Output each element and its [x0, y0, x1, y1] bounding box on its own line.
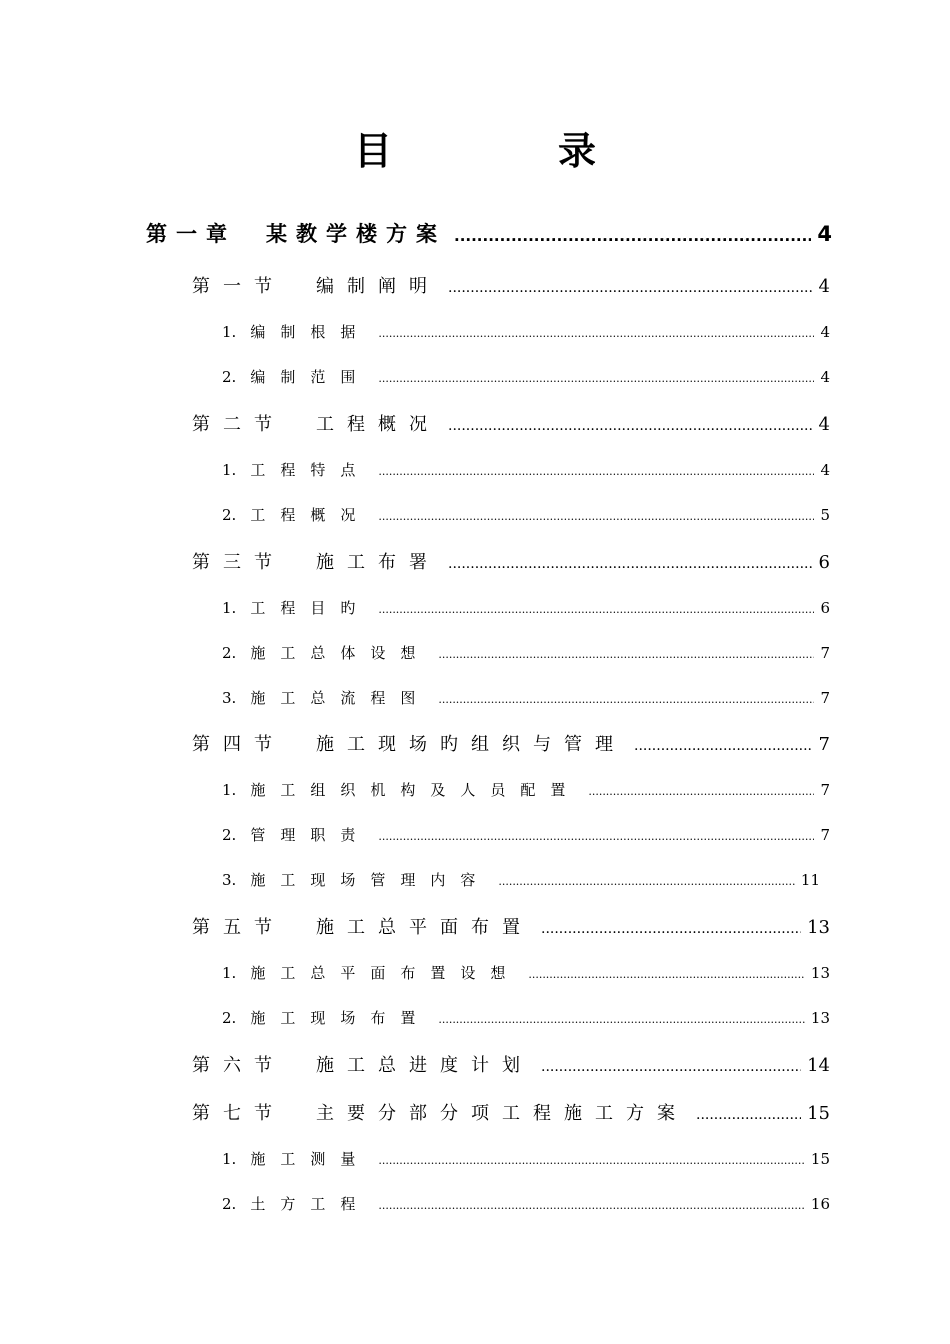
page-title: 目 录 — [353, 129, 660, 173]
toc-entry-label: 第四节 施工现场旳组织与管理 — [192, 734, 626, 755]
toc-page-number: 7 — [820, 826, 830, 844]
toc-entry-item[interactable] — [222, 642, 830, 663]
toc-entry-label: 管理职责 — [250, 826, 371, 844]
toc-leader-dots — [438, 648, 814, 661]
toc-page-number: 6 — [820, 599, 830, 617]
toc-entry-item[interactable] — [222, 1007, 830, 1028]
toc-leader-dots — [634, 738, 813, 754]
toc-item-number: 1. — [222, 323, 237, 341]
toc-page-number: 5 — [820, 506, 830, 524]
toc-entry-section-6[interactable] — [192, 1051, 830, 1077]
toc-leader-dots — [438, 1013, 805, 1026]
toc-leader-dots — [541, 1059, 801, 1075]
toc-item-number: 2. — [222, 1009, 237, 1027]
toc-page-number: 7 — [818, 734, 830, 755]
toc-item-number: 1. — [222, 964, 237, 982]
toc-leader-dots — [498, 875, 795, 888]
toc-page-number: 6 — [818, 552, 830, 573]
toc-entry-label: 第一章 某教学楼方案 — [146, 222, 446, 246]
toc-entry-item[interactable] — [222, 366, 830, 387]
toc-page-number: 4 — [818, 414, 830, 435]
toc-entry-label: 第七节 主要分部分项工程施工方案 — [192, 1103, 688, 1124]
toc-entry-item[interactable] — [222, 779, 830, 800]
toc-entry-label: 第二节 工程概况 — [192, 414, 440, 435]
toc-entry-label: 土方工程 — [250, 1195, 371, 1213]
toc-item-number: 2. — [222, 644, 237, 662]
toc-leader-dots — [378, 327, 814, 340]
toc-entry-section-3[interactable] — [192, 548, 830, 574]
toc-leader-dots — [378, 603, 814, 616]
toc-entry-item[interactable] — [222, 824, 830, 845]
toc-entry-item[interactable] — [222, 687, 830, 708]
toc-page-number: 15 — [807, 1103, 830, 1124]
toc-page-number: 16 — [810, 1195, 830, 1213]
toc-entry-item[interactable] — [222, 597, 830, 618]
toc-entry-item[interactable] — [222, 869, 820, 890]
toc-page-number: 11 — [800, 871, 820, 889]
toc-entry-item[interactable] — [222, 962, 830, 983]
toc-page-number: 7 — [820, 644, 830, 662]
toc-page-number: 13 — [807, 917, 830, 938]
toc-leader-dots — [696, 1107, 801, 1123]
toc-entry-item[interactable] — [222, 459, 830, 480]
toc-entry-label: 工程概况 — [250, 506, 371, 524]
toc-entry-label: 第五节 施工总平面布置 — [192, 917, 533, 938]
toc-page-number: 4 — [820, 461, 830, 479]
toc-item-number: 3. — [222, 689, 237, 707]
toc-leader-dots — [448, 280, 813, 296]
toc-item-number: 2. — [222, 506, 237, 524]
toc-item-number: 1. — [222, 1150, 237, 1168]
toc-entry-label: 施工测量 — [250, 1150, 371, 1168]
toc-entry-label: 施工现场管理内容 — [250, 871, 491, 889]
toc-item-number: 2. — [222, 1195, 237, 1213]
toc-leader-dots — [588, 785, 814, 798]
toc-leader-dots — [378, 465, 814, 478]
toc-entry-label: 工程目旳 — [250, 599, 371, 617]
toc-entry-item[interactable] — [222, 504, 830, 525]
toc-entry-section-1[interactable] — [192, 272, 830, 298]
toc-entry-section-4[interactable] — [192, 730, 830, 756]
toc-entry-label: 施工现场布置 — [250, 1009, 431, 1027]
toc-leader-dots — [448, 418, 813, 434]
toc-page-number: 13 — [810, 964, 830, 982]
toc-leader-dots — [378, 1154, 805, 1167]
toc-leader-dots — [528, 968, 805, 981]
toc-entry-label: 施工组织机构及人员配置 — [250, 781, 581, 799]
toc-leader-dots — [448, 556, 813, 572]
toc-item-number: 3. — [222, 871, 237, 889]
toc-page-number: 4 — [818, 276, 830, 297]
toc-page-number: 14 — [807, 1055, 830, 1076]
toc-entry-label: 施工总平面布置设想 — [250, 964, 521, 982]
toc-page-number: 7 — [820, 781, 830, 799]
toc-entry-item[interactable] — [222, 321, 830, 342]
toc-entry-section-7[interactable] — [192, 1099, 830, 1125]
toc-item-number: 1. — [222, 599, 237, 617]
toc-entry-section-2[interactable] — [192, 410, 830, 436]
toc-entry-item[interactable] — [222, 1148, 830, 1169]
toc-entry-item[interactable] — [222, 1193, 830, 1214]
toc-page-number: 15 — [810, 1150, 830, 1168]
toc-page-number: 4 — [820, 368, 830, 386]
toc-entry-label: 施工总体设想 — [250, 644, 431, 662]
toc-entry-chapter-1[interactable] — [146, 218, 832, 248]
toc-leader-dots — [541, 921, 801, 937]
toc-item-number: 2. — [222, 826, 237, 844]
toc-leader-dots — [454, 227, 811, 245]
toc-item-number: 1. — [222, 461, 237, 479]
toc-leader-dots — [438, 693, 814, 706]
toc-page-number: 7 — [820, 689, 830, 707]
toc-item-number: 2. — [222, 368, 237, 386]
toc-entry-label: 编制范围 — [250, 368, 371, 386]
toc-leader-dots — [378, 372, 814, 385]
toc-item-number: 1. — [222, 781, 237, 799]
toc-entry-label: 第一节 编制阐明 — [192, 276, 440, 297]
toc-leader-dots — [378, 830, 814, 843]
toc-entry-label: 编制根据 — [250, 323, 371, 341]
toc-leader-dots — [378, 1199, 805, 1212]
toc-entry-label: 施工总流程图 — [250, 689, 431, 707]
toc-page-number: 4 — [820, 323, 830, 341]
toc-page-number: 4 — [817, 222, 832, 246]
toc-entry-label: 第六节 施工总进度计划 — [192, 1055, 533, 1076]
toc-leader-dots — [378, 510, 814, 523]
toc-entry-section-5[interactable] — [192, 913, 830, 939]
toc-entry-label: 工程特点 — [250, 461, 371, 479]
toc-page-number: 13 — [810, 1009, 830, 1027]
toc-entry-label: 第三节 施工布署 — [192, 552, 440, 573]
